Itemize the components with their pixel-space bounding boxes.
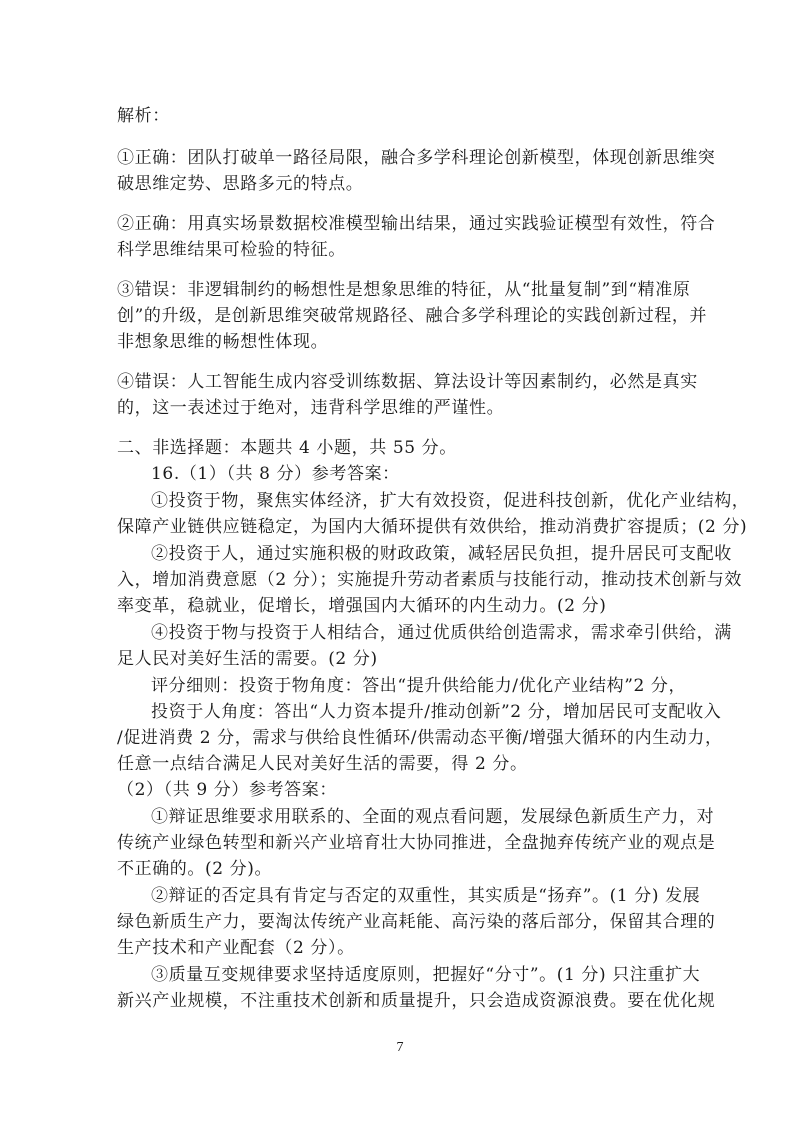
answer-line: ③质量互变规律要求坚持适度原则，把握好“分寸”。(1 分) 只注重扩大 (151, 965, 701, 985)
scoring-line: 任意一点结合满足人民对美好生活的需要，得 2 分。 (117, 754, 528, 774)
analysis-heading: 解析： (117, 106, 170, 126)
answer-line: 保障产业链供应链稳定，为国内大循环提供有效供给，推动消费扩容提质；(2 分) (117, 517, 748, 537)
analysis-line: ①正确：团队打破单一路径局限，融合多学科理论创新模型，体现创新思维突 (117, 148, 716, 168)
answer-line: 足人民对美好生活的需要。(2 分) (117, 649, 378, 669)
scoring-line: 投资于人角度：答出“人力资本提升/推动创新”2 分，增加居民可支配收入 (151, 702, 722, 722)
page-number: 7 (396, 1040, 404, 1055)
analysis-line: ②正确：用真实场景数据校准模型输出结果，通过实践验证模型有效性，符合 (117, 214, 716, 234)
answer-line: 入，增加消费意愿（2 分）；实施提升劳动者素质与技能行动，推动技术创新与效 (117, 570, 742, 590)
answer-line: ②辩证的否定具有肯定与否定的双重性，其实质是“扬弃”。(1 分) 发展 (151, 886, 701, 906)
analysis-line: 破思维定势、思路多元的特点。 (117, 174, 364, 194)
analysis-line: 非想象思维的畅想性体现。 (117, 332, 329, 352)
answer-line: ①辩证思维要求用联系的、全面的观点看问题，发展绿色新质生产力，对 (151, 807, 715, 827)
answer-line: 绿色新质生产力，要淘汰传统产业高耗能、高污染的落后部分，保留其合理的 (117, 912, 716, 932)
answer-line: ④投资于物与投资于人相结合，通过优质供给创造需求，需求牵引供给，满 (151, 623, 732, 643)
scoring-line: /促进消费 2 分，需求与供给良性循环/供需动态平衡/增强大循环的内生动力， (117, 728, 723, 748)
scoring-line: 评分细则：投资于物角度：答出“提升供给能力/优化产业结构”2 分， (151, 676, 687, 696)
analysis-line: ③错误：非逻辑制约的畅想性是想象思维的特征，从“批量复制”到“精准原 (117, 280, 691, 300)
analysis-line: 科学思维结果可检验的特征。 (117, 240, 346, 260)
answer-line: 不正确的。(2 分)。 (117, 859, 273, 879)
answer-line: 新兴产业规模，不注重技术创新和质量提升，只会造成资源浪费。要在优化规 (117, 991, 716, 1011)
analysis-line: 创”的升级，是创新思维突破常规路径、融合多学科理论的实践创新过程，并 (117, 306, 708, 326)
question-heading: （2）（共 9 分）参考答案： (117, 780, 337, 800)
answer-line: 率变革，稳就业，促增长，增强国内大循环的内生动力。(2 分) (117, 596, 607, 616)
analysis-line: 的，这一表述过于绝对，违背科学思维的严谨性。 (117, 398, 505, 418)
section-heading: 二、非选择题：本题共 4 小题，共 55 分。 (117, 438, 457, 458)
answer-line: 生产技术和产业配套（2 分）。 (117, 938, 355, 958)
answer-line: ①投资于物，聚焦实体经济，扩大有效投资，促进科技创新，优化产业结构， (151, 491, 750, 511)
analysis-line: ④错误：人工智能生成内容受训练数据、算法设计等因素制约，必然是真实 (117, 372, 698, 392)
question-heading: 16.（1）（共 8 分）参考答案： (151, 464, 400, 484)
answer-line: 传统产业绿色转型和新兴产业培育壮大协同推进，全盘抛弃传统产业的观点是 (117, 833, 716, 853)
answer-line: ②投资于人，通过实施积极的财政政策，减轻居民负担，提升居民可支配收 (151, 544, 732, 564)
